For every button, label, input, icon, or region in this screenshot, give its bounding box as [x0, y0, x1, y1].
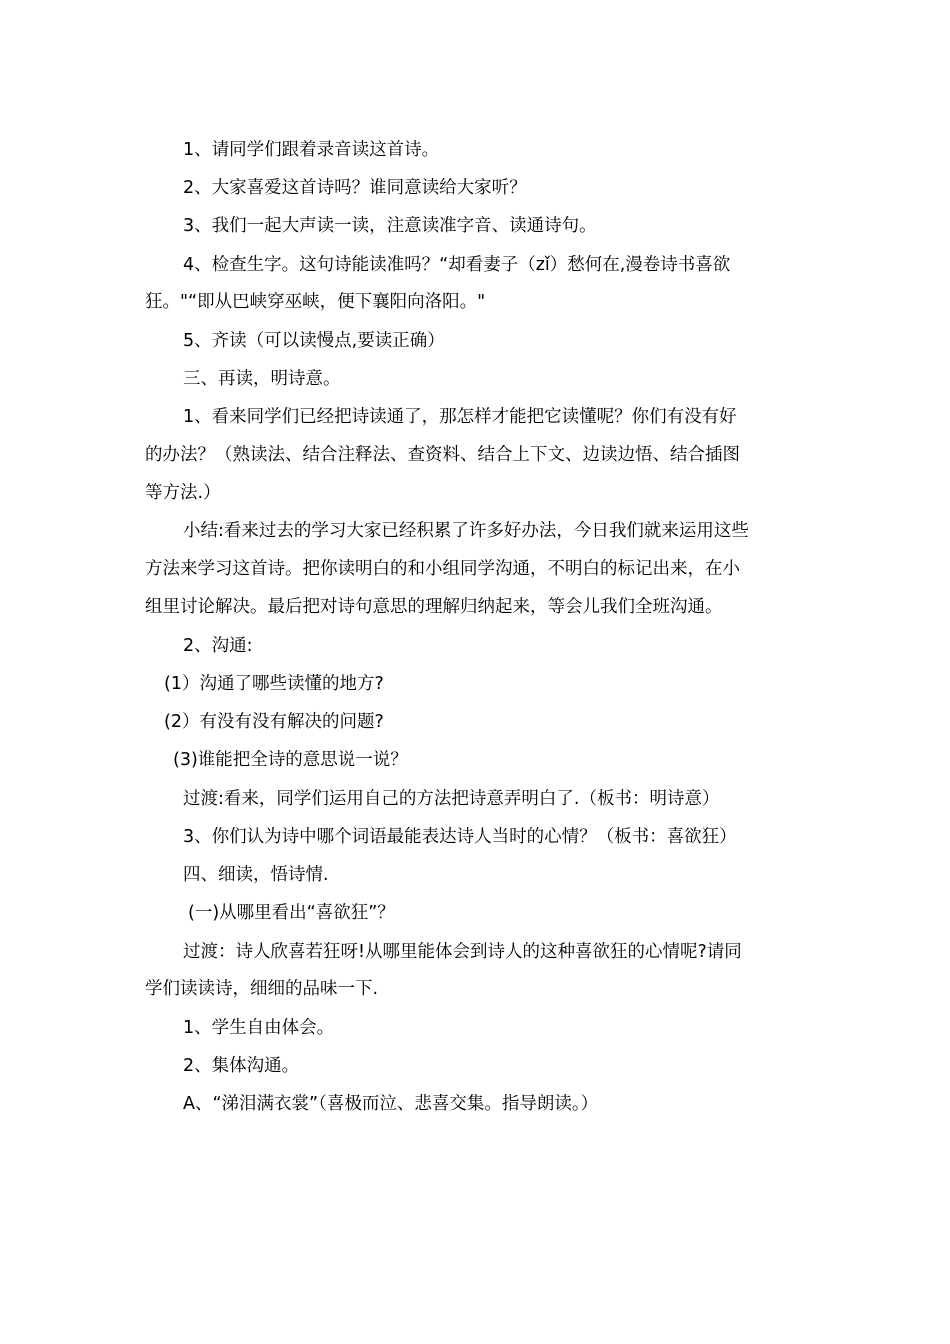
transition-2-continued: 学们读读诗，细细的品味一下.	[145, 979, 379, 999]
step-1-listen: 1、请同学们跟着录音读这首诗。	[183, 140, 440, 160]
communicate-item-1: (1）沟通了哪些读懂的地方?	[164, 674, 384, 694]
step-2-group-communicate: 2、集体沟通。	[183, 1056, 300, 1076]
step-4-continued: 狂。"“即从巴峡穿巫峡，便下襄阳向洛阳。"	[145, 292, 486, 312]
understand-methods-continued: 的办法？（熟读法、结合注释法、查资料、结合上下文、边读边悟、结合插图	[145, 445, 740, 465]
step-2-volunteer-read: 2、大家喜爱这首诗吗？谁同意读给大家听？	[183, 178, 527, 198]
step-4-check-characters: 4、检查生字。这句诗能读准吗？“却看妻子（zǐ）愁何在,漫卷诗书喜欲	[183, 255, 731, 275]
summary-paragraph: 小结:看来过去的学习大家已经积累了许多好办法，今日我们就来运用这些	[183, 521, 749, 541]
section-heading-4: 四、细读，悟诗情.	[183, 865, 329, 885]
point-a-tears: A、“涕泪满衣裳”（喜极而泣、悲喜交集。指导朗读。）	[183, 1094, 599, 1114]
step-1-self-experience: 1、学生自由体会。	[183, 1018, 335, 1038]
summary-paragraph-end: 组里讨论解决。最后把对诗句意思的理解归纳起来，等会儿我们全班沟通。	[145, 597, 723, 617]
summary-paragraph-continued: 方法来学习这首诗。把你读明白的和小组同学沟通，不明白的标记出来，在小	[145, 559, 740, 579]
communicate-item-2: (2）有没有没有解决的问题?	[164, 712, 384, 732]
understand-methods-end: 等方法.）	[145, 483, 221, 503]
communicate-item-3: (3)谁能把全诗的意思说一说？	[173, 750, 408, 770]
step-3-mood-word: 3、你们认为诗中哪个词语最能表达诗人当时的心情？（板书：喜欲狂）	[183, 827, 737, 847]
transition-2: 过渡：诗人欣喜若狂呀!从哪里能体会到诗人的这种喜欲狂的心情呢?请同	[183, 942, 742, 962]
subsection-heading-1: (一)从哪里看出“喜欲狂”？	[188, 903, 395, 923]
step-5-read-together: 5、齐读（可以读慢点,要读正确）	[183, 331, 445, 351]
transition-1: 过渡:看来，同学们运用自己的方法把诗意弄明白了.（板书：明诗意）	[183, 789, 720, 809]
step-3-read-aloud: 3、我们一起大声读一读，注意读准字音、读通诗句。	[183, 216, 597, 236]
section-heading-3: 三、再读，明诗意。	[183, 369, 341, 389]
communicate-heading: 2、沟通:	[183, 636, 253, 656]
understand-methods: 1、看来同学们已经把诗读通了，那怎样才能把它读懂呢？你们有没有好	[183, 407, 737, 427]
